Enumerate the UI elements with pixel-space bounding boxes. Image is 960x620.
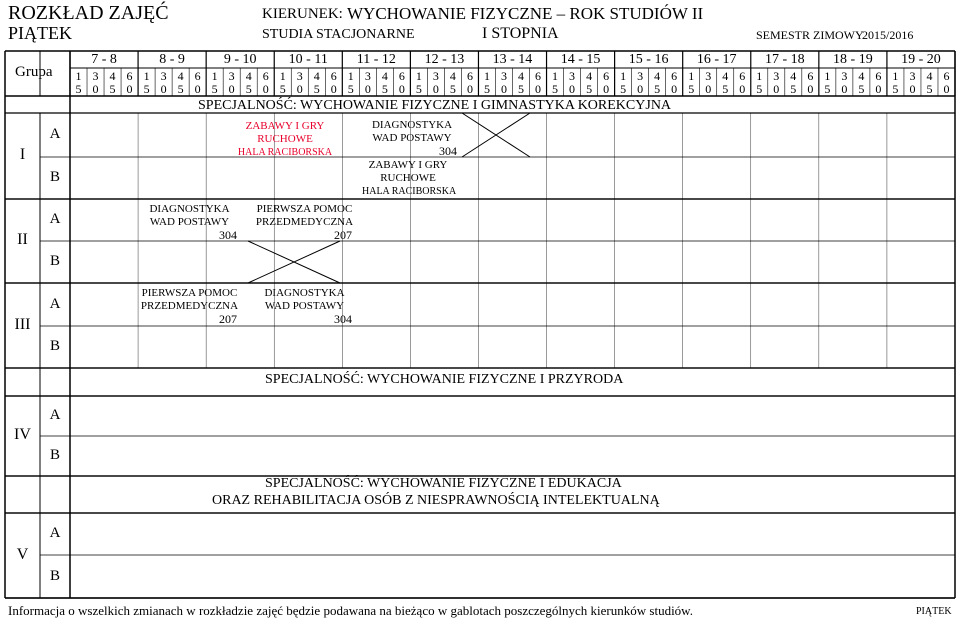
class-title: ZABAWY I GRY xyxy=(245,120,325,132)
minute-label: 6 xyxy=(535,69,542,83)
class-room: 207 xyxy=(219,312,237,326)
hour-label: 14 - 15 xyxy=(560,52,601,67)
minute-label: 1 xyxy=(143,69,150,83)
day-label: PIĄTEK xyxy=(8,23,72,43)
minute-label: 0 xyxy=(364,82,371,96)
class-room: 207 xyxy=(334,228,352,242)
class-room: HALA RACIBORSKA xyxy=(362,186,457,197)
specialization-gimnastyka: SPECJALNOŚĆ: WYCHOWANIE FIZYCZNE I GIMNASTYKA KOREKCYJNA xyxy=(198,98,672,113)
subgroup-label: A xyxy=(49,295,61,312)
group-name: IV xyxy=(14,426,31,443)
minute-label: 3 xyxy=(228,69,235,83)
class-title: PRZEDMEDYCZNA xyxy=(255,216,354,228)
class-title: DIAGNOSTYKA xyxy=(264,287,345,299)
class-pierwsza-pomoc-iia xyxy=(253,203,356,242)
minute-label: 6 xyxy=(807,69,814,83)
minute-label: 6 xyxy=(466,69,473,83)
subgroup-label: A xyxy=(49,525,61,541)
minute-label: 5 xyxy=(824,82,831,96)
minute-label: 4 xyxy=(926,69,933,83)
minute-label: 3 xyxy=(909,69,916,83)
class-zabawy-gry-ib xyxy=(362,159,457,198)
subgroup-label: B xyxy=(49,169,60,185)
minute-label: 5 xyxy=(313,82,320,96)
class-pierwsza-pomoc-iiia xyxy=(138,287,241,326)
minute-label: 3 xyxy=(92,69,99,83)
class-room: 304 xyxy=(439,144,457,158)
minute-label: 1 xyxy=(415,69,422,83)
hour-label: 11 - 12 xyxy=(356,52,396,67)
minute-label: 6 xyxy=(943,69,950,83)
minute-label: 5 xyxy=(858,82,865,96)
group-name: I xyxy=(19,146,26,163)
minute-label: 6 xyxy=(603,69,610,83)
class-diagnostyka-iiia xyxy=(253,287,356,326)
minute-label: 0 xyxy=(841,82,848,96)
minute-label: 1 xyxy=(824,69,831,83)
minute-label: 5 xyxy=(211,82,218,96)
minute-label: 4 xyxy=(722,69,729,83)
minute-label: 0 xyxy=(773,82,780,96)
minute-label: 0 xyxy=(330,82,337,96)
group-name: III xyxy=(14,315,31,333)
hour-label: 8 - 9 xyxy=(159,52,185,67)
minute-label: 6 xyxy=(875,69,882,83)
minute-label: 0 xyxy=(500,82,507,96)
minute-label: 1 xyxy=(688,69,695,83)
minute-label: 4 xyxy=(654,69,661,83)
class-title: RUCHOWE xyxy=(257,133,313,145)
subgroup-label: A xyxy=(49,126,61,142)
minute-label: 4 xyxy=(313,69,320,83)
subgroup-label: B xyxy=(49,253,60,269)
minute-label: 3 xyxy=(500,69,507,83)
class-title: WAD POSTAWY xyxy=(372,132,452,144)
minute-label: 3 xyxy=(364,69,371,83)
hour-label: 7 - 8 xyxy=(91,52,117,67)
class-title: PIERWSZA POMOC xyxy=(141,287,238,299)
hour-label: 17 - 18 xyxy=(764,52,805,67)
hour-label: 18 - 19 xyxy=(833,52,873,67)
minute-label: 5 xyxy=(245,82,252,96)
page-title: ROZKŁAD ZAJĘĆ xyxy=(8,2,169,24)
minute-label: 4 xyxy=(381,69,388,83)
class-title: PRZEDMEDYCZNA xyxy=(140,300,239,312)
minute-label: 0 xyxy=(807,82,814,96)
minute-label: 1 xyxy=(75,69,82,83)
minute-label: 0 xyxy=(943,82,950,96)
class-room: HALA RACIBORSKA xyxy=(237,147,333,158)
minute-label: 1 xyxy=(892,69,899,83)
minute-label: 4 xyxy=(177,69,184,83)
minute-label: 3 xyxy=(160,69,167,83)
minute-label: 0 xyxy=(466,82,473,96)
minute-label: 0 xyxy=(875,82,882,96)
subgroup-label: B xyxy=(49,338,60,354)
minute-label: 5 xyxy=(449,82,456,96)
minute-label: 0 xyxy=(671,82,678,96)
minute-label: 3 xyxy=(637,69,644,83)
minute-label: 6 xyxy=(671,69,678,83)
minute-label: 0 xyxy=(432,82,439,96)
empty-slot-cross xyxy=(248,241,340,283)
minute-label: 1 xyxy=(620,69,627,83)
minute-label: 0 xyxy=(296,82,303,96)
minute-label: 3 xyxy=(432,69,439,83)
minute-label: 3 xyxy=(569,69,576,83)
minute-label: 5 xyxy=(790,82,797,96)
minute-label: 0 xyxy=(535,82,542,96)
specialization-edukacja-line2: ORAZ REHABILITACJA OSÓB Z NIESPRAWNOŚCIĄ INTELEKTUALNĄ xyxy=(212,493,660,508)
hour-label: 15 - 16 xyxy=(628,52,669,67)
minute-label: 5 xyxy=(722,82,729,96)
kierunek-label: KIERUNEK: xyxy=(262,6,343,22)
semester: SEMESTR ZIMOWY xyxy=(756,28,864,42)
minute-label: 5 xyxy=(552,82,559,96)
minute-label: 5 xyxy=(75,82,82,96)
subgroup-label: A xyxy=(49,211,61,227)
class-room: 304 xyxy=(219,228,237,242)
minute-label: 5 xyxy=(143,82,150,96)
class-title: RUCHOWE xyxy=(380,172,436,184)
minute-label: 4 xyxy=(109,69,116,83)
minute-label: 4 xyxy=(449,69,456,83)
minute-label: 5 xyxy=(688,82,695,96)
study-mode: STUDIA STACJONARNE xyxy=(262,27,415,42)
group-name: V xyxy=(16,545,29,563)
kierunek-value: WYCHOWANIE FIZYCZNE – ROK STUDIÓW II xyxy=(347,4,704,23)
minute-label: 0 xyxy=(705,82,712,96)
minute-label: 0 xyxy=(909,82,916,96)
minute-label: 4 xyxy=(858,69,865,83)
minute-label: 0 xyxy=(262,82,269,96)
minute-label: 1 xyxy=(347,69,354,83)
group-header: Grupa xyxy=(15,64,53,80)
minute-label: 5 xyxy=(483,82,490,96)
class-title: PIERWSZA POMOC xyxy=(256,203,353,215)
minute-label: 0 xyxy=(194,82,201,96)
hour-label: 16 - 17 xyxy=(696,52,737,67)
minute-label: 0 xyxy=(569,82,576,96)
minute-label: 6 xyxy=(398,69,405,83)
minute-label: 5 xyxy=(654,82,661,96)
minute-label: 0 xyxy=(228,82,235,96)
subgroup-label: B xyxy=(49,567,60,584)
minute-label: 1 xyxy=(552,69,559,83)
minute-label: 5 xyxy=(177,82,184,96)
degree: I STOPNIA xyxy=(482,25,559,42)
minute-label: 4 xyxy=(790,69,797,83)
minute-label: 1 xyxy=(483,69,490,83)
footer-day: PIĄTEK xyxy=(916,606,952,617)
minute-label: 4 xyxy=(586,69,593,83)
minute-label: 6 xyxy=(739,69,746,83)
minute-label: 5 xyxy=(347,82,354,96)
minute-label: 5 xyxy=(415,82,422,96)
minute-label: 6 xyxy=(262,69,269,83)
minute-label: 0 xyxy=(160,82,167,96)
minute-label: 5 xyxy=(381,82,388,96)
footer-note: Informacja o wszelkich zmianach w rozkładzie zajęć będzie podawana na bieżąco w gablotach poszczególnych kierunków studiów. xyxy=(8,603,693,618)
minute-label: 5 xyxy=(518,82,524,96)
minute-label: 6 xyxy=(194,69,201,83)
minute-label: 1 xyxy=(211,69,218,83)
minute-label: 5 xyxy=(892,82,899,96)
minute-label: 3 xyxy=(705,69,712,83)
class-diagnostyka-ia xyxy=(362,119,462,158)
minute-label: 5 xyxy=(926,82,933,96)
subgroup-label: B xyxy=(49,447,60,463)
specialization-przyroda: SPECJALNOŚĆ: WYCHOWANIE FIZYCZNE I PRZYRODA xyxy=(265,372,624,387)
minute-label: 0 xyxy=(92,82,99,96)
minute-label: 5 xyxy=(620,82,627,96)
minute-label: 5 xyxy=(279,82,286,96)
class-title: WAD POSTAWY xyxy=(264,300,345,312)
hour-label: 10 - 11 xyxy=(288,52,328,67)
class-title: DIAGNOSTYKA xyxy=(149,203,230,215)
minute-label: 1 xyxy=(279,69,286,83)
minute-label: 0 xyxy=(603,82,610,96)
minute-label: 3 xyxy=(296,69,303,83)
hour-label: 12 - 13 xyxy=(424,52,465,67)
subgroup-label: A xyxy=(49,407,61,423)
minute-label: 5 xyxy=(586,82,593,96)
minute-label: 6 xyxy=(126,69,133,83)
academic-year: 2015/2016 xyxy=(862,28,914,42)
minute-label: 6 xyxy=(330,69,337,83)
minute-label: 4 xyxy=(245,69,252,83)
empty-slot-cross xyxy=(462,113,530,157)
hour-label: 19 - 20 xyxy=(901,52,941,67)
minute-label: 4 xyxy=(518,69,524,83)
minute-label: 3 xyxy=(841,69,848,83)
hour-label: 13 - 14 xyxy=(492,52,533,67)
minute-label: 0 xyxy=(398,82,405,96)
class-zabawy-gry-ia xyxy=(234,120,336,159)
minute-label: 5 xyxy=(756,82,763,96)
minute-label: 5 xyxy=(109,82,116,96)
class-title: WAD POSTAWY xyxy=(149,216,230,228)
minute-label: 1 xyxy=(756,69,763,83)
hour-label: 9 - 10 xyxy=(223,52,257,67)
minute-label: 0 xyxy=(126,82,133,96)
minute-label: 0 xyxy=(637,82,644,96)
minute-label: 3 xyxy=(773,69,780,83)
specialization-edukacja-line1: SPECJALNOŚĆ: WYCHOWANIE FIZYCZNE I EDUKACJA xyxy=(265,476,622,491)
class-title: DIAGNOSTYKA xyxy=(371,119,453,131)
minute-label: 0 xyxy=(739,82,746,96)
class-title: ZABAWY I GRY xyxy=(368,159,448,171)
group-name: II xyxy=(17,231,28,248)
class-diagnostyka-iia xyxy=(138,203,241,242)
class-room: 304 xyxy=(334,312,352,326)
